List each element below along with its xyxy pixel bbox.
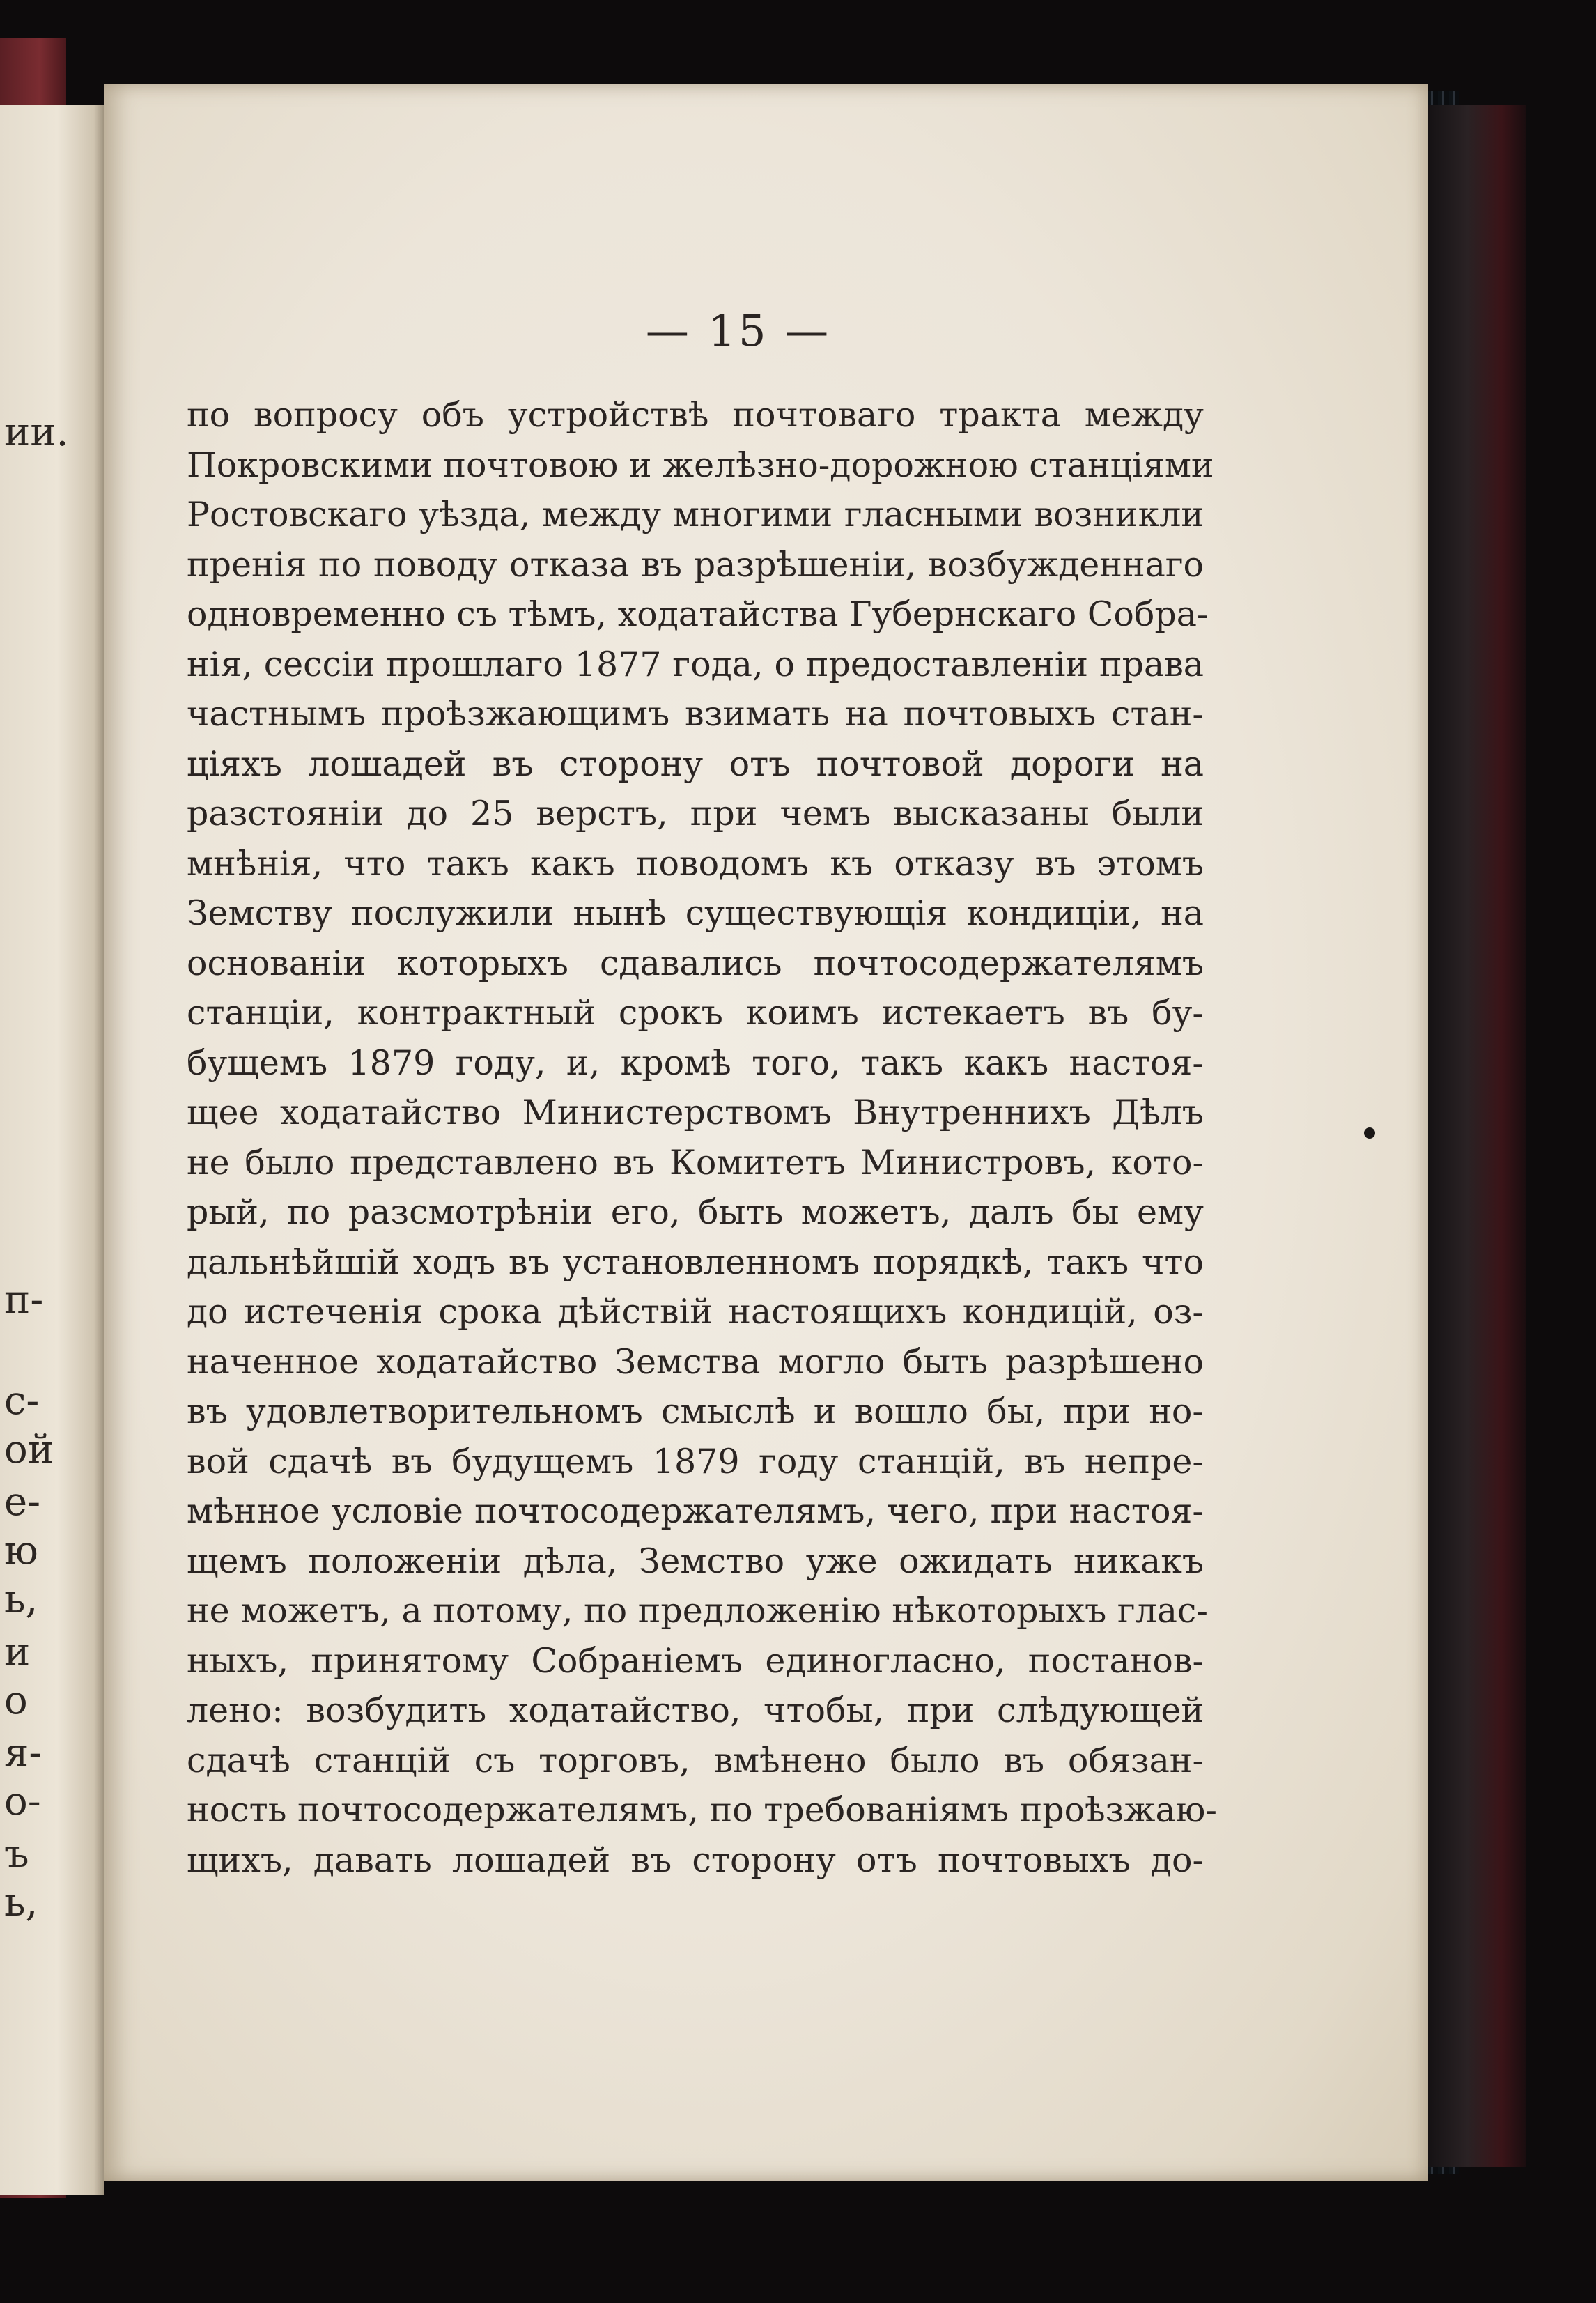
text-line: дальнѣйшій ходъ въ установленномъ порядкѣ, такъ что	[187, 1242, 1204, 1282]
text-line: до истеченія срока дѣйствій настоящихъ кондицій, оз-	[187, 1292, 1204, 1332]
book-cover-right	[1428, 105, 1526, 2167]
left-page-fragment: п-	[4, 1277, 44, 1323]
text-line: разстояніи до 25 верстъ, при чемъ высказаны были	[187, 794, 1204, 833]
text-line: лено: возбудить ходатайство, чтобы, при слѣдующей	[187, 1690, 1204, 1730]
left-page-fragment: ии.	[4, 410, 69, 455]
left-page-fragment: е-	[4, 1479, 41, 1525]
text-line: ныхъ, принятому Собраніемъ единогласно, постанов-	[187, 1640, 1204, 1681]
text-line: по вопросу объ устройствѣ почтоваго тракта между	[187, 395, 1204, 435]
left-page-fragment: ъ	[4, 1831, 29, 1877]
text-line: частнымъ проѣзжающимъ взимать на почтовыхъ стан-	[187, 694, 1204, 734]
text-line: наченное ходатайство Земства могло быть разрѣшено	[187, 1341, 1204, 1382]
text-line: не было представлено въ Комитетъ Министровъ, кото-	[187, 1142, 1204, 1183]
text-line: одновременно съ тѣмъ, ходатайства Губернскаго Собра-	[187, 594, 1209, 634]
left-facing-page	[0, 105, 104, 2195]
text-line: рый, по разсмотрѣніи его, быть можетъ, далъ бы ему	[187, 1192, 1204, 1232]
text-line: бущемъ 1879 году, и, кромѣ того, такъ какъ настоя-	[187, 1042, 1204, 1083]
left-page-fragment: и	[4, 1629, 31, 1674]
book-page	[104, 84, 1428, 2181]
ink-spot	[1364, 1127, 1375, 1139]
text-line: станціи, контрактный срокъ коимъ истекаетъ въ бу-	[187, 993, 1204, 1033]
text-line: щее ходатайство Министерствомъ Внутреннихъ Дѣлъ	[187, 1093, 1204, 1132]
text-line: не можетъ, а потому, по предложенію нѣкоторыхъ глас-	[187, 1591, 1208, 1631]
left-page-fragment: я-	[4, 1730, 42, 1776]
text-line: щемъ положеніи дѣла, Земство уже ожидать никакъ	[187, 1541, 1204, 1581]
text-line: Ростовскаго уѣзда, между многими гласными возникли	[187, 495, 1204, 534]
left-page-fragment: о-	[4, 1779, 41, 1824]
body-text	[187, 390, 1217, 1885]
text-line: пренія по поводу отказа въ разрѣшеніи, возбужденнаго	[187, 544, 1204, 585]
left-page-fragment: с-	[4, 1378, 40, 1424]
left-page-fragment: ь,	[4, 1577, 38, 1622]
text-line: Земству послужили нынѣ существующія кондиціи, на	[187, 893, 1204, 933]
left-page-fragment: о	[4, 1678, 28, 1723]
left-page-fragment: ь,	[4, 1880, 38, 1925]
text-line: вой сдачѣ въ будущемъ 1879 году станцій, въ непре-	[187, 1441, 1204, 1481]
text-line: основаніи которыхъ сдавались почтосодержателямъ	[187, 943, 1204, 983]
text-line: ціяхъ лошадей въ сторону отъ почтовой дороги на	[187, 744, 1204, 784]
text-line: ность почтосодержателямъ, по требованіямъ проѣзжаю-	[187, 1790, 1217, 1830]
text-line: нія, сессіи прошлаго 1877 года, о предоставленіи права	[187, 644, 1204, 684]
left-page-fragment: ой	[4, 1427, 54, 1472]
text-line: сдачѣ станцій съ торговъ, вмѣнено было въ обязан-	[187, 1740, 1204, 1780]
text-line: мѣнное условіе почтосодержателямъ, чего, при настоя-	[187, 1491, 1204, 1531]
text-line: щихъ, давать лошадей въ сторону отъ почтовыхъ до-	[187, 1840, 1204, 1880]
page-number: — 15 —	[645, 305, 832, 356]
left-page-fragment: ю	[4, 1528, 38, 1573]
text-line: въ удовлетворительномъ смыслѣ и вошло бы, при но-	[187, 1392, 1204, 1431]
text-line: мнѣнія, что такъ какъ поводомъ къ отказу въ этомъ	[187, 843, 1204, 884]
text-line: Покровскими почтовою и желѣзно-дорожною станціями	[187, 445, 1214, 485]
